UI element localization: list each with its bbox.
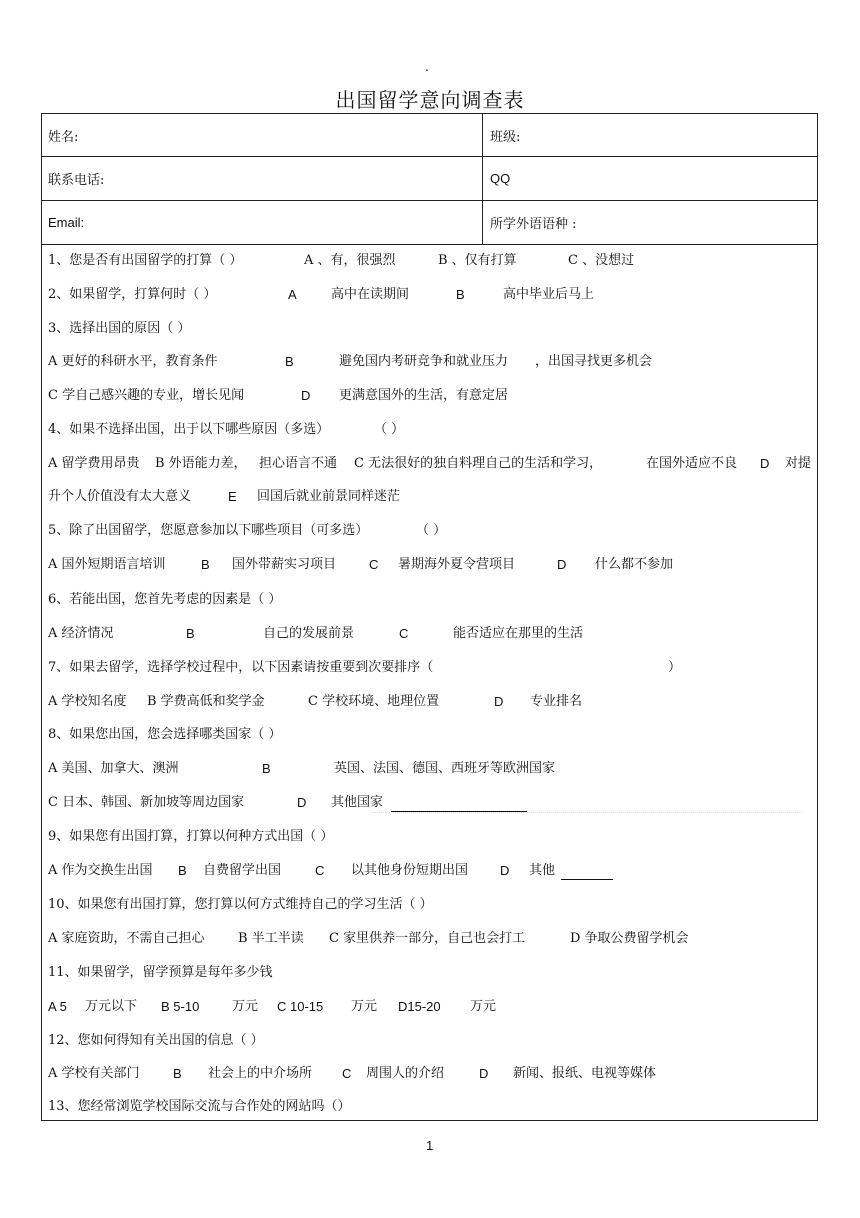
divider (372, 812, 802, 813)
phone-field[interactable] (42, 157, 482, 200)
q11-option-c[interactable]: C 10-15 (277, 999, 324, 1014)
q9-other-blank[interactable] (561, 862, 613, 880)
name-label: 姓名: (48, 129, 79, 145)
q7-option-d[interactable]: D (494, 694, 504, 709)
q3-option-c[interactable]: C 学自己感兴趣的专业，增长见闻 (48, 388, 245, 403)
q5-option-b-text[interactable]: 国外带薪实习项目 (232, 557, 337, 572)
q9-option-d-text[interactable]: 其他 (529, 863, 556, 878)
name-field[interactable] (42, 114, 482, 156)
q1-text: 1、您是否有出国留学的打算（ ） (48, 253, 243, 268)
info-row-name (42, 114, 817, 157)
q11-option-c-unit[interactable]: 万元 (351, 999, 378, 1014)
q4-option-b[interactable]: B 外语能力差， (155, 456, 247, 471)
q10-option-a[interactable]: A 家庭资助，不需自己担心 (48, 931, 205, 946)
q9-option-c[interactable]: C (315, 863, 325, 878)
q2-text: 2、如果留学，打算何时（ ） (48, 287, 217, 302)
q4-option-b-text[interactable]: 担心语言不通 (259, 456, 338, 471)
q7-answer-close[interactable]: ） (668, 660, 682, 675)
q4-option-c-text[interactable]: 在国外适应不良 (646, 456, 738, 471)
q11-option-a[interactable]: A 5 (48, 999, 67, 1014)
q5-option-c[interactable]: C (369, 557, 379, 572)
q13-text: 13、您经常浏览学校国际交流与合作处的网站吗（） (48, 1099, 351, 1114)
q7-text: 7、如果去留学，选择学校过程中，以下因素请按重要到次要排序（ (48, 660, 434, 675)
q12-option-c[interactable]: C (342, 1066, 352, 1081)
q3-text: 3、选择出国的原因（ ） (48, 321, 191, 336)
q1-option-a[interactable]: A 、有，很强烈 (304, 253, 396, 268)
q7-option-c[interactable]: C 学校环境、地理位置 (308, 694, 440, 709)
q6-option-c-text[interactable]: 能否适应在那里的生活 (453, 626, 584, 641)
q9-option-d[interactable]: D (500, 863, 510, 878)
q4-option-e-text[interactable]: 回国后就业前景同样迷茫 (257, 489, 401, 504)
q5-option-a[interactable]: A 国外短期语言培训 (48, 557, 166, 572)
q6-option-a[interactable]: A 经济情况 (48, 626, 114, 641)
q7-option-d-text[interactable]: 专业排名 (530, 694, 583, 709)
q9-option-c-text[interactable]: 以其他身份短期出国 (351, 863, 469, 878)
language-field[interactable] (482, 201, 817, 244)
q9-option-b[interactable]: B (178, 863, 187, 878)
top-mark: . (425, 60, 429, 74)
q1-option-b[interactable]: B 、仅有打算 (438, 253, 517, 268)
q4-option-d-text[interactable]: 对提 (785, 456, 812, 471)
q2-option-a-text[interactable]: 高中在读期间 (331, 287, 410, 302)
q5-answer-paren[interactable]: （ ） (416, 523, 447, 538)
q12-option-c-text[interactable]: 周围人的介绍 (366, 1066, 445, 1081)
q8-other-blank[interactable] (391, 794, 527, 812)
q11-option-a-unit[interactable]: 万元以下 (85, 999, 138, 1014)
q3-option-d[interactable]: D (301, 388, 311, 403)
q9-option-a[interactable]: A 作为交换生出国 (48, 863, 153, 878)
q11-option-d[interactable]: D15-20 (398, 999, 441, 1014)
q12-option-b[interactable]: B (173, 1066, 182, 1081)
q3-option-b-text[interactable]: 避免国内考研竞争和就业压力 (339, 354, 509, 369)
info-row-email (42, 201, 817, 245)
q8-option-b[interactable]: B (262, 761, 271, 776)
language-label: 所学外语语种 : (490, 217, 577, 232)
q8-option-d[interactable]: D (297, 795, 307, 810)
page-title: 出国留学意向调查表 (335, 88, 525, 112)
info-row-phone (42, 157, 817, 201)
q2-option-b-text[interactable]: 高中毕业后马上 (503, 287, 595, 302)
q11-text: 11、如果留学，留学预算是每年多少钱 (48, 965, 273, 980)
q4-option-e[interactable]: E (228, 489, 237, 504)
q3-option-b-text-2[interactable]: ，出国寻找更多机会 (535, 354, 653, 369)
q7-option-a[interactable]: A 学校知名度 (48, 694, 127, 709)
q4-option-a[interactable]: A 留学费用昂贵 (48, 456, 140, 471)
q11-option-b[interactable]: B 5-10 (161, 999, 200, 1014)
q7-option-b[interactable]: B 学费高低和奖学金 (147, 694, 265, 709)
q8-option-c[interactable]: C 日本、韩国、新加坡等周边国家 (48, 795, 245, 810)
q11-option-b-unit[interactable]: 万元 (232, 999, 259, 1014)
class-field[interactable] (482, 114, 817, 156)
q8-option-a[interactable]: A 美国、加拿大、澳洲 (48, 761, 179, 776)
q5-option-b[interactable]: B (201, 557, 210, 572)
survey-form (41, 113, 818, 1121)
q3-option-d-text[interactable]: 更满意国外的生活，有意定居 (339, 388, 509, 403)
q2-option-a[interactable]: A (288, 287, 297, 302)
q8-text: 8、如果您出国，您会选择哪类国家（ ） (48, 727, 282, 742)
q12-option-b-text[interactable]: 社会上的中介场所 (208, 1066, 313, 1081)
q4-answer-paren[interactable]: （ ） (374, 422, 405, 437)
q8-option-d-text[interactable]: 其他国家 (331, 795, 384, 810)
q10-option-b[interactable]: B 半工半读 (238, 931, 304, 946)
q5-option-d[interactable]: D (557, 557, 567, 572)
q6-text: 6、若能出国，您首先考虑的因素是（ ） (48, 592, 282, 607)
email-label: Email: (48, 215, 85, 230)
q6-option-b-text[interactable]: 自己的发展前景 (263, 626, 355, 641)
q3-option-b[interactable]: B (285, 354, 294, 369)
phone-label: 联系电话: (48, 173, 105, 188)
q4-option-c[interactable]: C 无法很好的独自料理自己的生活和学习， (354, 456, 603, 471)
q2-option-b[interactable]: B (456, 287, 465, 302)
q11-option-d-unit[interactable]: 万元 (470, 999, 497, 1014)
q12-option-a[interactable]: A 学校有关部门 (48, 1066, 140, 1081)
q12-option-d[interactable]: D (479, 1066, 489, 1081)
q12-option-d-text[interactable]: 新闻、报纸、电视等媒体 (513, 1066, 657, 1081)
q10-option-d[interactable]: D 争取公费留学机会 (570, 931, 689, 946)
q5-text: 5、除了出国留学，您愿意参加以下哪些项目（可多选） (48, 523, 369, 538)
page-number: 1 (426, 1138, 434, 1153)
q9-option-b-text[interactable]: 自费留学出国 (203, 863, 282, 878)
class-label: 班级: (490, 129, 521, 145)
q4-option-d[interactable]: D (760, 456, 770, 471)
q6-option-c[interactable]: C (399, 626, 409, 641)
q3-option-a[interactable]: A 更好的科研水平，教育条件 (48, 354, 218, 369)
q9-text: 9、如果您有出国打算，打算以何种方式出国（ ） (48, 829, 334, 844)
q6-option-b[interactable]: B (186, 626, 195, 641)
q4-text: 4、如果不选择出国，出于以下哪些原因（多选） (48, 422, 330, 437)
q10-option-c[interactable]: C 家里供养一部分，自己也会打工 (329, 931, 526, 946)
q5-option-c-text[interactable]: 暑期海外夏令营项目 (398, 557, 516, 572)
q10-text: 10、如果您有出国打算，您打算以何方式维持自己的学习生活（ ） (48, 897, 433, 912)
q8-option-b-text[interactable]: 英国、法国、德国、西班牙等欧洲国家 (334, 761, 556, 776)
qq-field[interactable] (482, 157, 817, 200)
qq-label: QQ (490, 171, 511, 186)
email-field[interactable] (42, 201, 482, 244)
q12-text: 12、您如何得知有关出国的信息（ ） (48, 1033, 264, 1048)
q4-option-d-continued[interactable]: 升个人价值没有太大意义 (48, 489, 192, 504)
q1-option-c[interactable]: C 、没想过 (568, 253, 635, 268)
q5-option-d-text[interactable]: 什么都不参加 (595, 557, 674, 572)
